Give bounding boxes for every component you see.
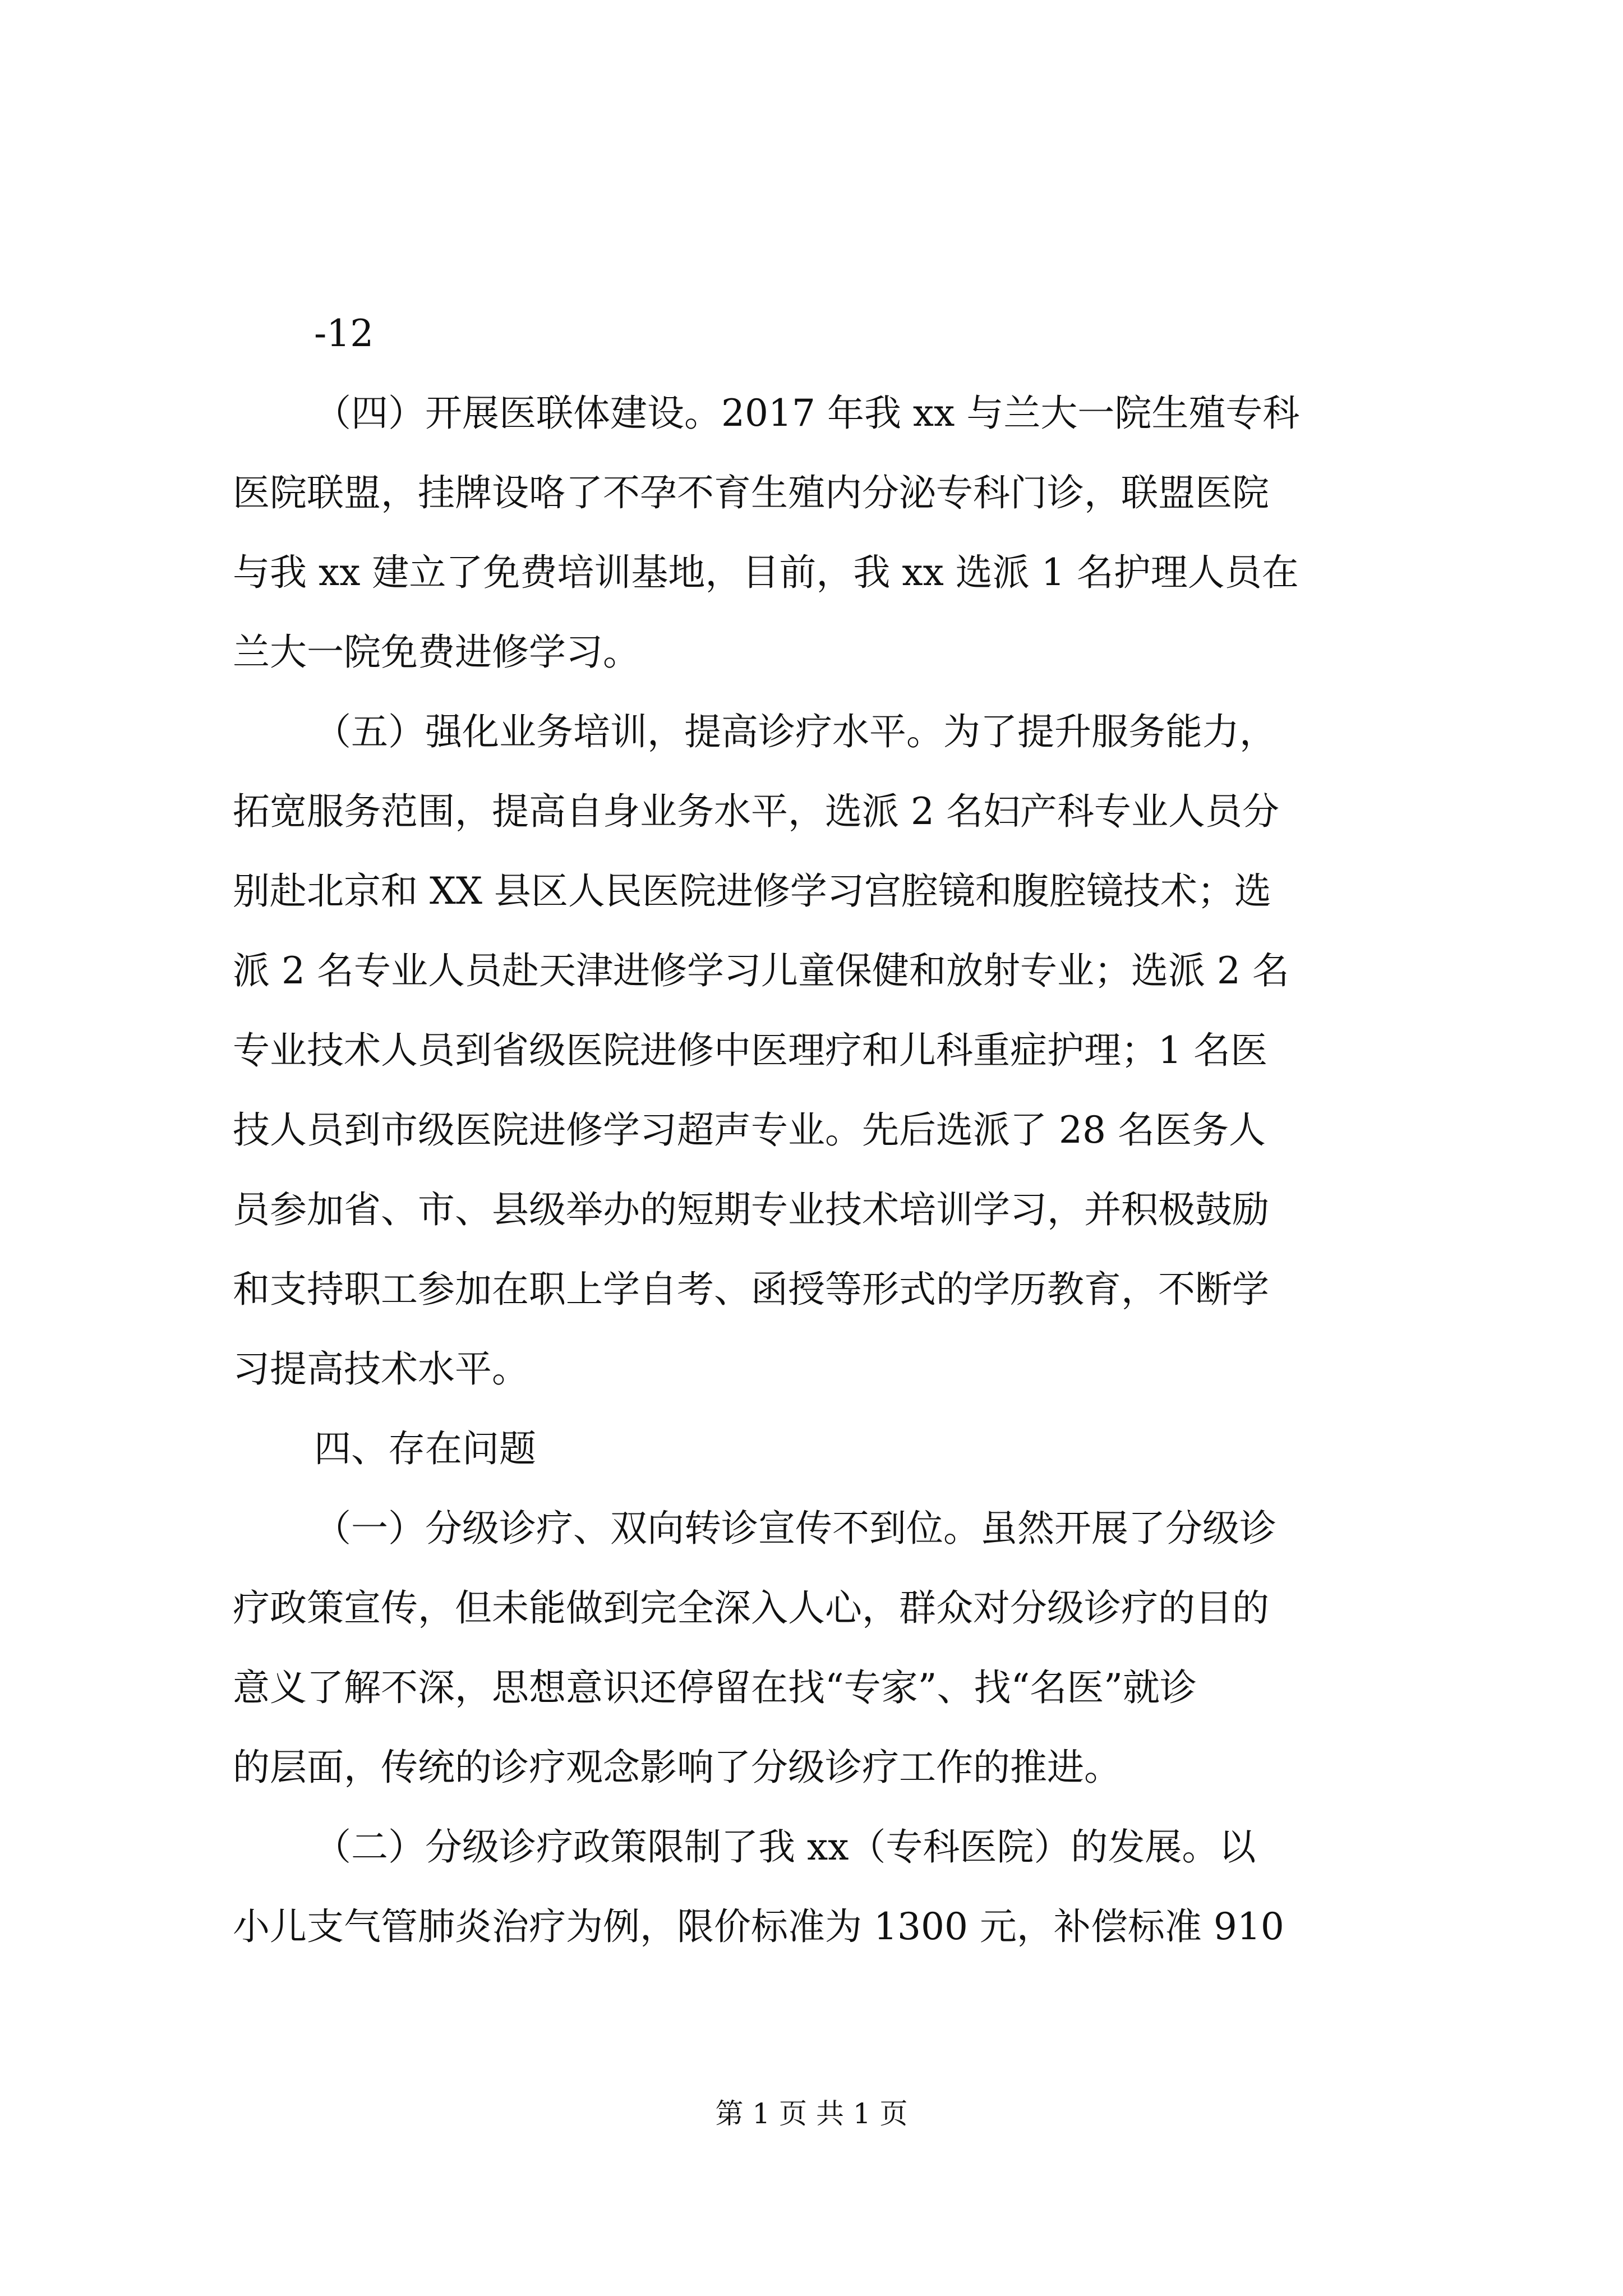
text-line: 与我 xx 建立了免费培训基地，目前，我 xx 选派 1 名护理人员在 (233, 551, 1299, 594)
text-line: 拓宽服务范围，提高自身业务水平，选派 2 名妇产科专业人员分 (233, 790, 1279, 833)
text-line: 的层面，传统的诊疗观念影响了分级诊疗工作的推进。 (233, 1746, 1121, 1789)
text-line: 习提高技术水平。 (233, 1347, 529, 1391)
paragraph-heading-2: （二）分级诊疗政策限制了我 xx（专科医院）的发展。以 (314, 1825, 1256, 1869)
paragraph-heading-5: （五）强化业务培训，提高诊疗水平。为了提升服务能力， (314, 710, 1276, 753)
text-line: -12 (314, 312, 374, 355)
text-line: 派 2 名专业人员赴天津进修学习儿童保健和放射专业；选派 2 名 (233, 949, 1289, 992)
text-line: 别赴北京和 XX 县区人民医院进修学习宫腔镜和腹腔镜技术；选 (233, 869, 1271, 913)
text-line: 技人员到市级医院进修学习超声专业。先后选派了 28 名医务人 (233, 1108, 1266, 1152)
text-line: 兰大一院免费进修学习。 (233, 631, 640, 674)
text-line: 小儿支气管肺炎治疗为例，限价标准为 1300 元，补偿标准 910 (233, 1905, 1284, 1948)
text-line: 意义了解不深，思想意识还停留在找“专家”、找“名医”就诊 (233, 1666, 1197, 1709)
text-line: 医院联盟，挂牌设咯了不孕不育生殖内分泌专科门诊，联盟医院 (233, 471, 1269, 514)
page-footer: 第 1 页 共 1 页 (715, 2097, 908, 2130)
text-line: 和支持职工参加在职上学自考、函授等形式的学历教育，不断学 (233, 1268, 1269, 1311)
text-line: 员参加省、市、县级举办的短期专业技术培训学习，并积极鼓励 (233, 1188, 1269, 1231)
text-line: 疗政策宣传，但未能做到完全深入人心，群众对分级诊疗的目的 (233, 1586, 1269, 1630)
paragraph-heading-1: （一）分级诊疗、双向转诊宣传不到位。虽然开展了分级诊 (314, 1507, 1276, 1550)
paragraph-heading-4: （四）开展医联体建设。2017 年我 xx 与兰大一院生殖专科 (314, 392, 1300, 435)
section-heading: 四、存在问题 (314, 1427, 536, 1470)
text-line: 专业技术人员到省级医院进修中医理疗和儿科重症护理；1 名医 (233, 1029, 1267, 1072)
